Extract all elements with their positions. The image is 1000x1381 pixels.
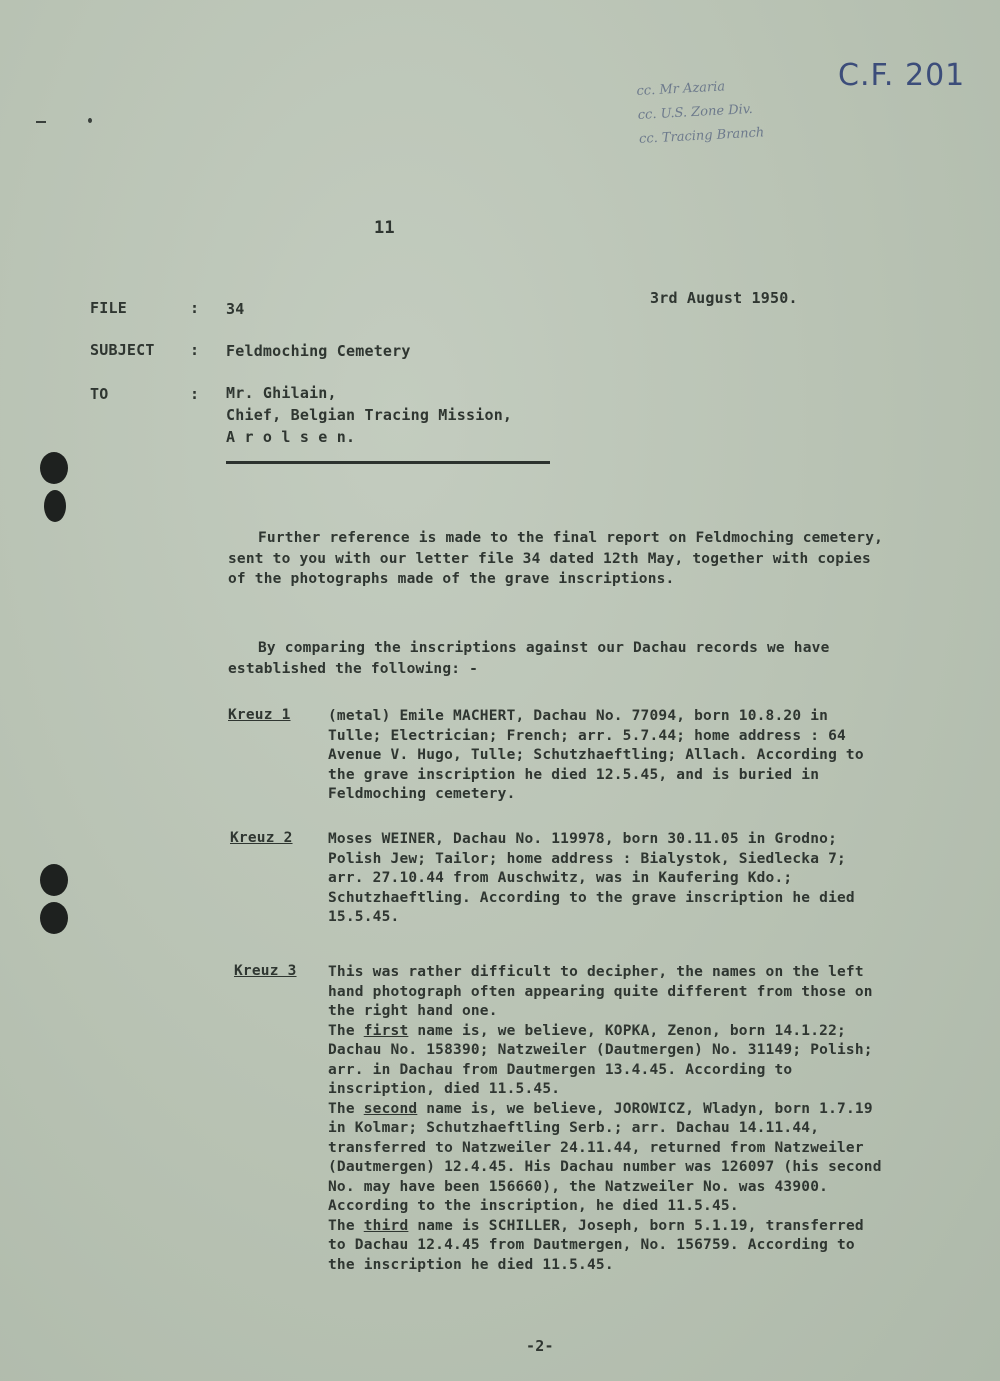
punch-hole (44, 490, 66, 522)
body-paragraph-2 (228, 638, 888, 679)
text-run: name is SCHILLER, Joseph, born 5.1.19, transferred to Dachau 12.4.45 from Dautmergen, No. 156759. According to the inscription he died 11.5.45. (328, 1217, 864, 1273)
text-run: The (328, 1022, 364, 1039)
recipient-address (226, 382, 512, 448)
handwritten-annotations (636, 73, 765, 151)
paragraph-text: By comparing the inscriptions against our Dachau records we have established the following: - (228, 640, 830, 677)
entry-third-name (328, 1217, 888, 1276)
entry-paragraph: (metal) Emile MACHERT, Dachau No. 77094, born 10.8.20 in Tulle; Electrician; French; arr. 5.7.44; home address : 64 Avenue V. Hugo, Tulle; Schutzhaeftling; Allach. According to the grave inscription he died 12.5.45, and is buried in Feldmoching cemetery. (328, 708, 864, 802)
address-line: Mr. Ghilain, (226, 384, 337, 402)
text-run: name is, we believe, KOPKA, Zenon, born 14.1.22; Dachau No. 158390; Natzweiler (Dautmergen) No. 31149; Polish; arr. in Dachau from Dautmergen 13.4.45. According to inscription, died 11.5.45. (328, 1022, 873, 1097)
subject-value: Feldmoching Cemetery (226, 342, 411, 360)
scan-speck (88, 118, 92, 123)
address-line: A r o l s e n. (226, 428, 356, 446)
text-run: The (328, 1100, 364, 1117)
entry-label-kreuz-2: Kreuz 2 (230, 830, 293, 846)
body-paragraph-1 (228, 528, 888, 590)
reference-number: C.F. 201 (838, 58, 966, 93)
to-colon: : (190, 385, 200, 403)
entry-first-name (328, 1022, 888, 1100)
file-colon: : (190, 299, 200, 317)
handwritten-line: cc. Mr Azaria (636, 79, 726, 99)
file-value: 34 (226, 300, 245, 318)
underlined-word: first (363, 1022, 409, 1039)
entry-text-kreuz-1 (328, 707, 888, 805)
entry-second-name (328, 1100, 888, 1217)
to-label: TO (90, 385, 109, 403)
entry-label-kreuz-1: Kreuz 1 (228, 707, 291, 723)
paragraph-text: Further reference is made to the final report on Feldmoching cemetery, sent to you with our letter file 34 dated 12th May, together with copies of the photographs made of the grave inscriptions. (228, 530, 884, 587)
entry-intro: This was rather difficult to decipher, the names on the left hand photograph often appearing quite different from those on the right hand one. (328, 964, 873, 1019)
subject-label: SUBJECT (90, 341, 155, 359)
underlined-word: second (363, 1100, 418, 1117)
scan-speck (36, 121, 46, 123)
entry-label-kreuz-3: Kreuz 3 (234, 963, 297, 979)
entry-paragraph: Moses WEINER, Dachau No. 119978, born 30.11.05 in Grodno; Polish Jew; Tailor; home address : Bialystok, Siedlecka 7; arr. 27.10.44 from Auschwitz, was in Kaufering Kdo.; Schutzhaeftling. According to the grave inscription he died 15.5.45. (328, 831, 855, 925)
underlined-word: third (363, 1217, 409, 1234)
punch-hole (40, 452, 68, 484)
page-mark: 11 (374, 218, 395, 238)
handwritten-line: cc. U.S. Zone Div. (637, 101, 754, 123)
punch-hole (40, 864, 68, 896)
address-line: Chief, Belgian Tracing Mission, (226, 406, 513, 424)
punch-hole (40, 902, 68, 934)
handwritten-line: cc. Tracing Branch (638, 125, 765, 147)
entry-text-kreuz-2 (328, 830, 888, 928)
header-divider (226, 461, 550, 464)
entry-text-kreuz-3 (328, 963, 888, 1275)
text-run: name is, we believe, JOROWICZ, Wladyn, born 1.7.19 in Kolmar; Schutzhaeftling Serb.; arr. Dachau 14.11.44, transferred to Natzweiler 24.11.44, returned from Natzweiler (Dautmergen) 12.4.45. His Dachau number was 126097 (his second No. may have been 156660), the Natzweiler No. was 43900. According to the inscription, he died 11.5.45. (328, 1100, 882, 1214)
file-label: FILE (90, 299, 127, 317)
subject-colon: : (190, 341, 200, 359)
page-number: -2- (526, 1337, 554, 1355)
text-run: The (328, 1217, 364, 1234)
letter-date: 3rd August 1950. (650, 289, 798, 307)
